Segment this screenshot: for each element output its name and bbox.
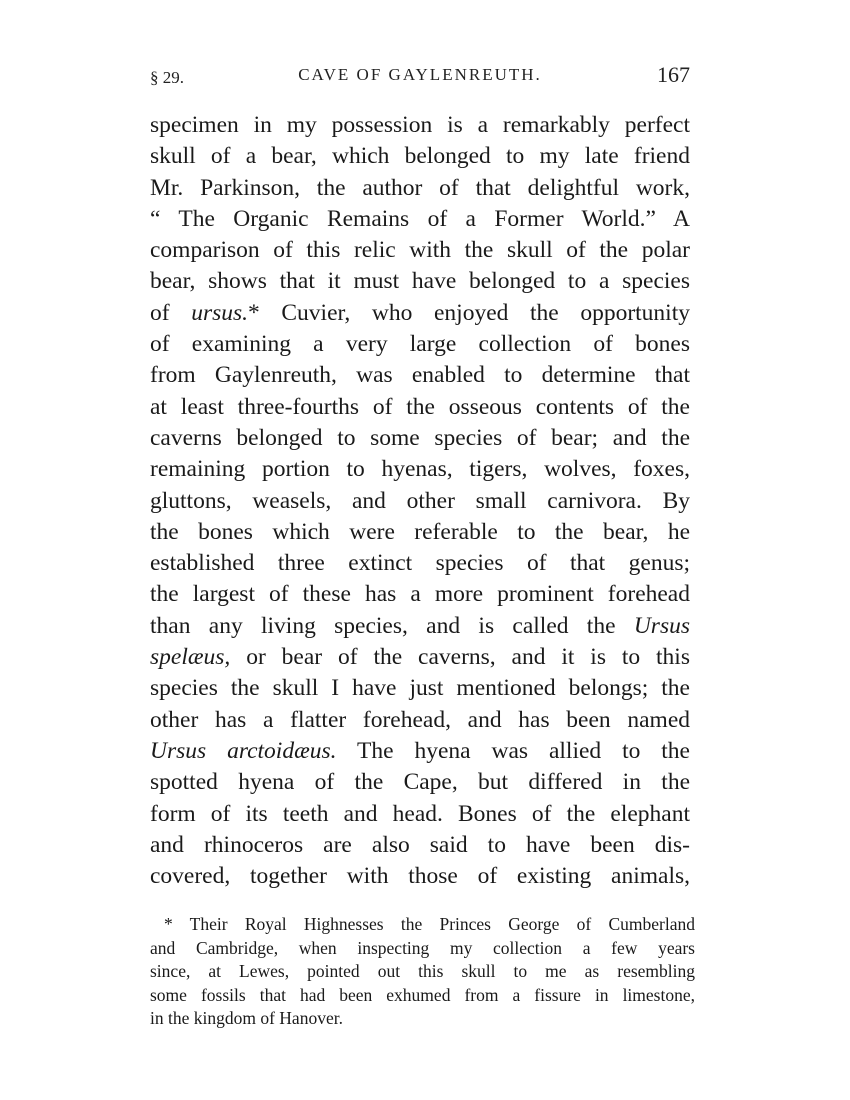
text-line: at least three-fourths of the osseous contents of the [150,393,690,420]
text-line: and rhinoceros are also said to have been dis- [150,831,690,858]
text-line: gluttons, weasels, and other small carnivora. By [150,487,690,514]
text-line: bear, shows that it must have belonged to a species [150,268,690,295]
text-line: the largest of these has a more prominent forehead [150,581,690,608]
body-text [150,110,690,892]
text-line: “ The Organic Remains of a Former World.” A [150,205,690,232]
text-line: Ursus arctoidæus. The hyena was allied to the [150,737,690,764]
footnote-line: some fossils that had been exhumed from a fissure in limestone, [150,984,695,1005]
text-line: caverns belonged to some species of bear; and the [150,424,690,451]
text-line: skull of a bear, which belonged to my late friend [150,143,690,170]
text-line: spelæus, or bear of the caverns, and it is to this [150,644,690,671]
text-line: comparison of this relic with the skull of the polar [150,237,690,264]
page-number: 167 [657,62,690,87]
text-line: than any living species, and is called the Ursus [150,612,690,639]
text-line: form of its teeth and head. Bones of the elephant [150,800,690,827]
text-line: established three extinct species of that genus; [150,550,690,577]
text-line: of ursus.* Cuvier, who enjoyed the opportunity [150,299,690,326]
text-line: Mr. Parkinson, the author of that delightful work, [150,174,690,201]
footnote-line: and Cambridge, when inspecting my collection a few years [150,937,695,958]
text-line: the bones which were referable to the bear, he [150,518,690,545]
footnote [150,913,695,1031]
text-line: remaining portion to hyenas, tigers, wolves, foxes, [150,456,690,483]
footnote-line: since, at Lewes, pointed out this skull to me as resembling [150,961,695,982]
running-header [150,62,690,92]
footnote-line: * Their Royal Highnesses the Princes George of Cumberland [164,914,695,934]
text-line: spotted hyena of the Cape, but differed in the [150,769,690,796]
footnote-line: in the kingdom of Hanover. [150,1008,343,1029]
text-line: specimen in my possession is a remarkably perfect [150,112,690,138]
section-number: § 29. [150,68,184,87]
text-line: other has a flatter forehead, and has been named [150,706,690,733]
text-line: species the skull I have just mentioned belongs; the [150,675,690,702]
text-line: of examining a very large collection of bones [150,331,690,358]
text-line: from Gaylenreuth, was enabled to determine that [150,362,690,389]
page-title: CAVE OF GAYLENREUTH. [298,65,542,84]
text-line: covered, together with those of existing animals, [150,863,690,890]
